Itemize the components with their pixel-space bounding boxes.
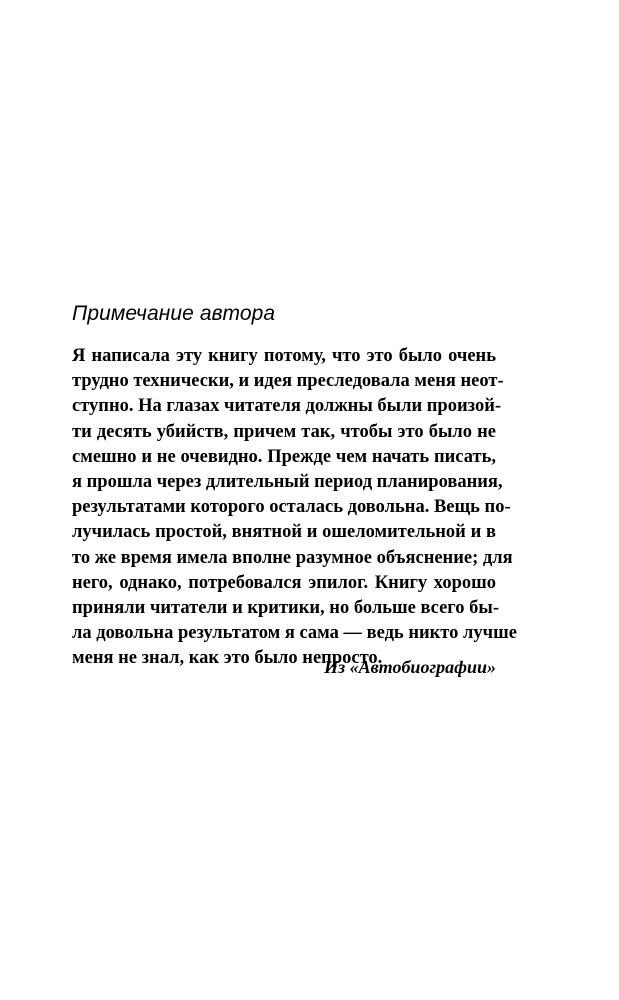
section-heading: Примечание автора [72, 302, 276, 325]
paragraph-line: лучилась простой, внятной и ошеломительной и в [72, 522, 496, 543]
paragraph-line: то же время имела вполне разумное объяснение; для [72, 547, 513, 568]
paragraph-line: трудно технически, и идея преследовала меня неот- [72, 371, 504, 392]
paragraph-line: я прошла через длительный период планирования, [72, 471, 503, 492]
paragraph-line: смешно и не очевидно. Прежде чем начать писать, [72, 446, 496, 467]
paragraph-line: Я написала эту книгу потому, что это было очень [72, 346, 496, 366]
author-note-paragraph [72, 344, 517, 671]
paragraph-line: ступно. На глазах читателя должны были произой- [72, 396, 502, 417]
paragraph-line: ти десять убийств, причем так, чтобы это было не [72, 421, 496, 442]
paragraph-line: ла довольна результатом я сама — ведь никто лучше [72, 623, 517, 644]
paragraph-line: него, однако, потребовался эпилог. Книгу хорошо [72, 572, 496, 593]
paragraph-line: приняли читатели и критики, но больше всего бы- [72, 597, 499, 618]
paragraph-line: результатами которого осталась довольна. Вещь по- [72, 497, 511, 518]
paragraph-line: меня не знал, как это было непросто. [72, 648, 383, 669]
source-attribution: Из «Автобиографии» [324, 657, 496, 677]
